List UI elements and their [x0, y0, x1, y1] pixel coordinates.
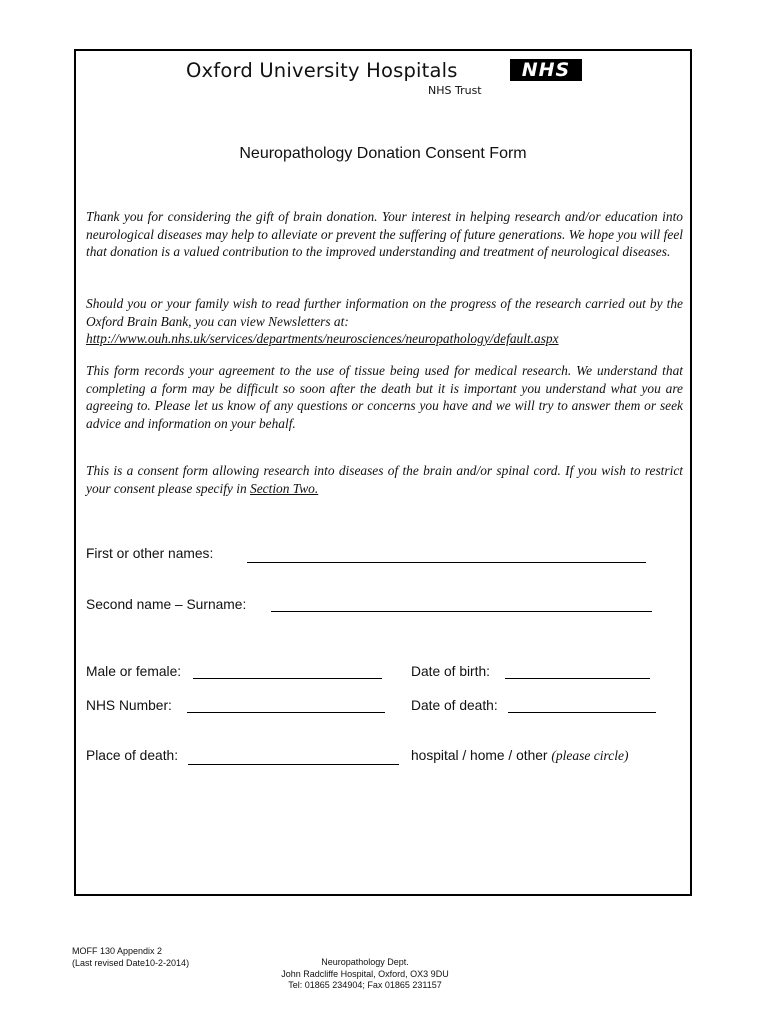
first-names-label: First or other names: [86, 546, 214, 561]
intro-paragraph-4 [86, 462, 683, 497]
sex-field[interactable] [193, 678, 382, 679]
hospital-address: John Radcliffe Hospital, Oxford, OX3 9DU [281, 968, 449, 979]
newsletter-link[interactable]: http://www.ouh.nhs.uk/services/departments/neurosciences/neuropathology/default.aspx [86, 331, 559, 346]
footer-address-block [235, 957, 495, 992]
place-options [411, 747, 628, 765]
dod-label: Date of death: [411, 698, 498, 713]
place-of-death-field[interactable] [188, 764, 399, 765]
restrict-consent-text: This is a consent form allowing research into diseases of the brain and/or spinal cord. If you wish to restrict your consent please specify in [86, 463, 683, 496]
section-two-reference: Section Two. [250, 480, 319, 496]
intro-paragraph-1: Thank you for considering the gift of brain donation. Your interest in helping research and/or education into neurological diseases may help to alleviate or prevent the suffering of future generations. We hope you will feel that donation is a valued contribution to the improved understanding and treatment of neurological diseases. [86, 209, 683, 259]
form-code: MOFF 130 Appendix 2 [72, 946, 163, 956]
sex-label: Male or female: [86, 664, 182, 679]
surname-field[interactable] [271, 611, 652, 612]
nhs-number-label: NHS Number: [86, 698, 172, 713]
revision-date: (Last revised Date10-2-2014) [72, 957, 190, 968]
logo-trust-name: NHS Trust [428, 84, 482, 97]
nhs-number-field[interactable] [187, 712, 385, 713]
nhs-logo: NHS [510, 59, 582, 81]
dod-field[interactable] [508, 712, 656, 713]
dob-label: Date of birth: [411, 664, 490, 679]
dob-field[interactable] [505, 678, 650, 679]
footer-form-code [72, 946, 189, 969]
surname-label: Second name – Surname: [86, 597, 247, 612]
intro-paragraph-3: This form records your agreement to the use of tissue being used for medical research. We understand that completing a form may be difficult so soon after the death but it is important you understand what you are agreeing to. Please let us know of any questions or concerns you have and we will try to answer them or seek advice and information on your behalf. [86, 363, 683, 431]
place-of-death-label: Place of death: [86, 748, 179, 763]
form-title: Neuropathology Donation Consent Form [239, 145, 527, 162]
place-options-text[interactable]: hospital / home / other [411, 748, 548, 763]
department-name: Neuropathology Dept. [321, 957, 409, 967]
intro-paragraph-2 [86, 295, 683, 348]
circle-note: (please circle) [551, 748, 629, 763]
logo-org-name: Oxford University Hospitals [186, 59, 458, 82]
newsletter-text: Should you or your family wish to read further information on the progress of the research carried out by the Oxford Brain Bank, you can view Newsletters at: [86, 296, 683, 329]
ouh-logo [186, 57, 584, 99]
first-names-field[interactable] [247, 562, 646, 563]
contact-numbers: Tel: 01865 234904; Fax 01865 231157 [288, 980, 442, 990]
